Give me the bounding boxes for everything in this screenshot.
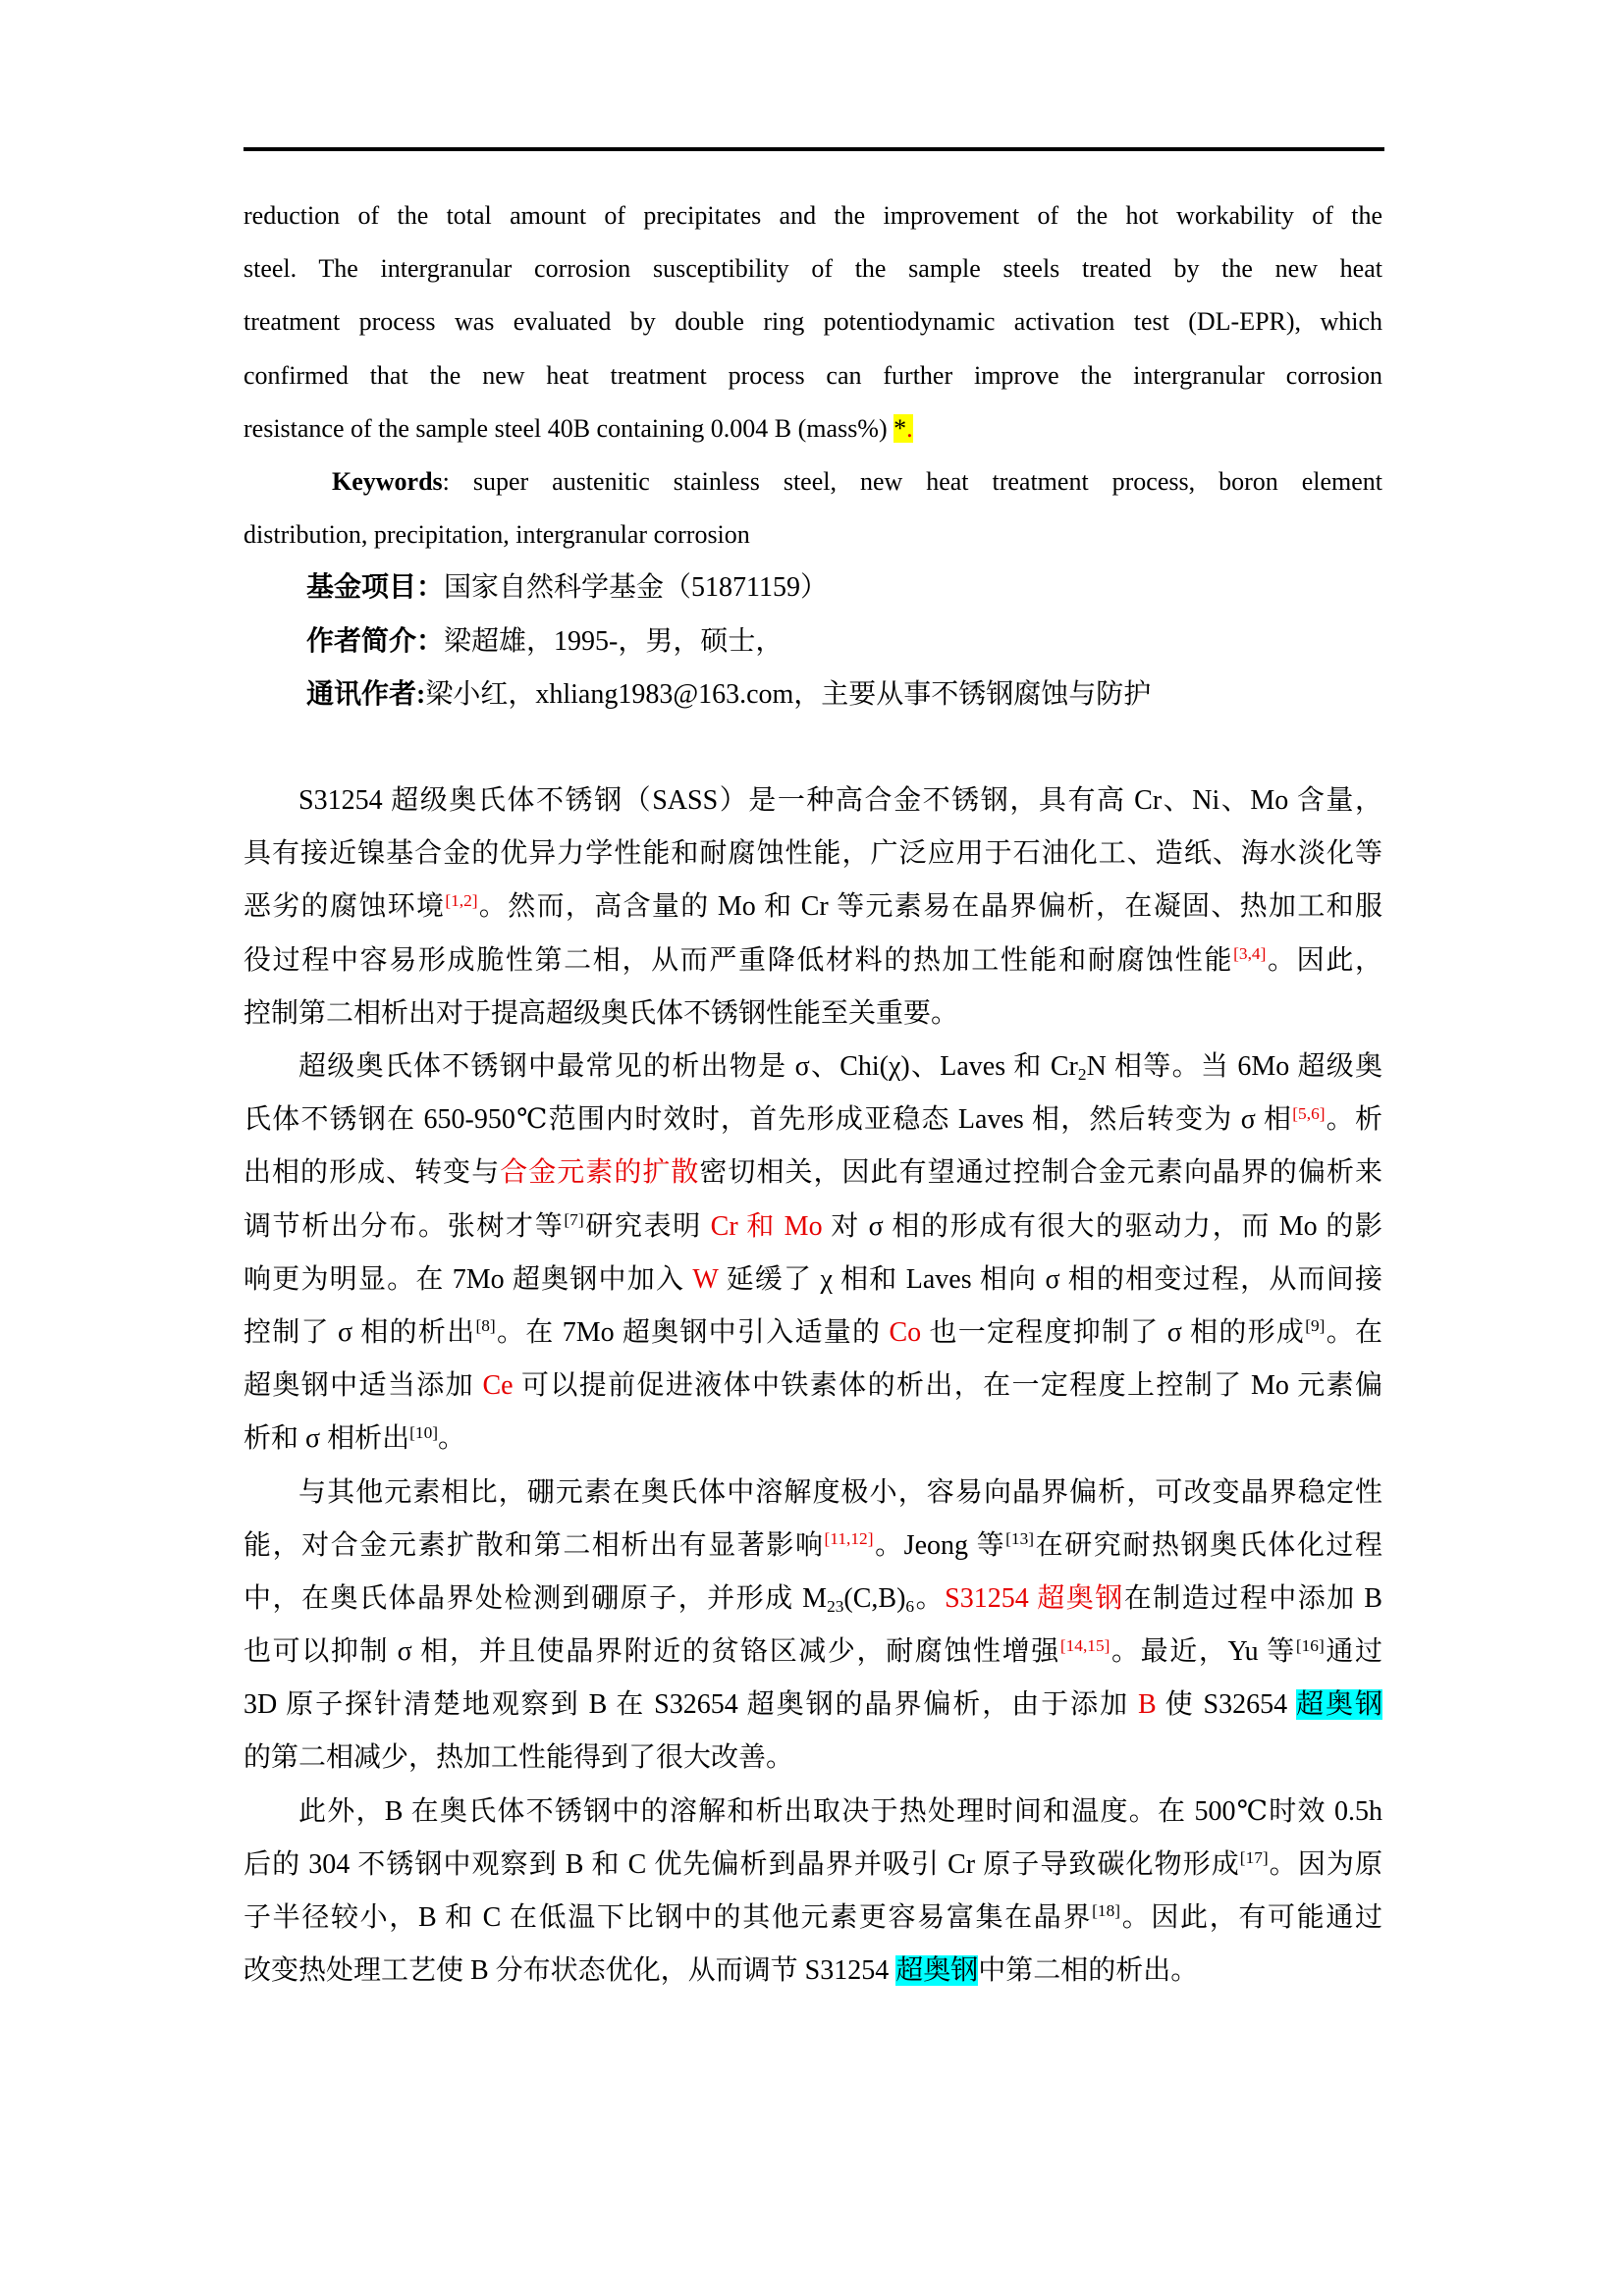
text-run: 氏体不锈钢在 650-950℃范围内时效时，首先形成亚稳态 Laves 相，然后转变为 σ 相 bbox=[244, 1104, 1293, 1136]
cyan-highlight: 超奥钢 bbox=[1296, 1689, 1382, 1721]
text-line bbox=[244, 189, 1382, 242]
text-run: 的第二相减少，热加工性能得到了很大改善。 bbox=[244, 1742, 794, 1774]
text-line bbox=[244, 1892, 1382, 1945]
text-run: 。因为原 bbox=[1268, 1848, 1382, 1880]
text-run: 超级奥氏体不锈钢中最常见的析出物是 σ、Chi(χ)、Laves 和 Cr bbox=[298, 1051, 1078, 1082]
chemical-subscript: 2 bbox=[1077, 1064, 1087, 1084]
citation-superscript: [7] bbox=[564, 1210, 584, 1230]
text-run: 。 bbox=[914, 1582, 946, 1614]
text-run: 控制第二相析出对于提高超级奥氏体不锈钢性能至关重要。 bbox=[244, 997, 959, 1029]
text-line bbox=[244, 1094, 1382, 1147]
text-run: 也可以抑制 σ 相，并且使晶界附近的贫铬区减少，耐腐蚀性增强 bbox=[244, 1636, 1060, 1668]
text-run: 对 σ 相的形成有很大的驱动力，而 Mo 的影 bbox=[822, 1210, 1382, 1242]
emphasis-red-text: 合金元素的扩散 bbox=[500, 1157, 700, 1189]
bold-label: 基金项目： bbox=[306, 572, 445, 604]
text-run: 出相的形成、转变与 bbox=[244, 1157, 501, 1189]
citation-superscript-emphasis-red-text: [1,2] bbox=[445, 890, 478, 910]
citation-superscript-emphasis-red-text: [14,15] bbox=[1059, 1635, 1110, 1655]
text-run: 。因此，有可能通过 bbox=[1120, 1902, 1382, 1933]
text-line bbox=[244, 1201, 1382, 1254]
text-run: 。Jeong 等 bbox=[873, 1529, 1006, 1561]
text-run: 响更为明显。在 7Mo 超奥钢中加入 bbox=[244, 1263, 693, 1295]
emphasis-red-text: W bbox=[692, 1263, 719, 1295]
text-run: 后的 304 不锈钢中观察到 B 和 C 优先偏析到晶界并吸引 Cr 原子导致碳化物形成 bbox=[244, 1848, 1240, 1880]
text-run: 。 bbox=[438, 1423, 466, 1455]
text-line bbox=[244, 349, 1382, 402]
emphasis-red-text: Ce bbox=[482, 1370, 514, 1402]
text-line bbox=[244, 1945, 1382, 1998]
text-line bbox=[244, 295, 1382, 348]
bold-label: Keywords bbox=[332, 466, 443, 496]
cyan-highlight: 超奥钢 bbox=[895, 1955, 979, 1987]
text-run: 。在 7Mo 超奥钢中引入适量的 bbox=[495, 1316, 890, 1348]
text-run: 。在 bbox=[1325, 1316, 1382, 1348]
text-line bbox=[244, 881, 1382, 934]
text-line bbox=[244, 1413, 1382, 1466]
text-run: 在制造过程中添加 B bbox=[1123, 1582, 1382, 1614]
text-run: 通过 bbox=[1324, 1636, 1382, 1668]
text-run: 能，对合金元素扩散和第二相析出有显著影响 bbox=[244, 1529, 825, 1561]
text-line bbox=[244, 1573, 1382, 1626]
header-rule bbox=[244, 147, 1384, 151]
citation-superscript: [9] bbox=[1305, 1316, 1326, 1336]
text-run: 。析 bbox=[1325, 1104, 1382, 1136]
text-run: 延缓了 χ 相和 Laves 相向 σ 相的相变过程，从而间接 bbox=[718, 1263, 1382, 1295]
text-run: treatment process was evaluated by double ring potentiodynamic activation test (DL-EPR), which bbox=[244, 307, 1382, 337]
text-line bbox=[244, 934, 1382, 988]
text-run: 密切相关，因此有望通过控制合金元素向晶界的偏析来 bbox=[699, 1157, 1382, 1189]
text-run: (C,B) bbox=[843, 1582, 906, 1614]
document-content bbox=[244, 189, 1382, 1998]
citation-superscript: [10] bbox=[409, 1422, 439, 1442]
text-run: 调节析出分布。张树才等 bbox=[244, 1210, 565, 1242]
text-run: 中第二相的析出。 bbox=[978, 1955, 1199, 1987]
text-line bbox=[244, 1626, 1382, 1679]
text-line bbox=[244, 668, 1382, 721]
text-run: distribution, precipitation, intergranular corrosion bbox=[244, 520, 750, 550]
text-run: 改变热处理工艺使 B 分布状态优化，从而调节 S31254 bbox=[244, 1955, 896, 1987]
text-run: 梁超雄，1995-，男，硕士， bbox=[444, 625, 784, 657]
citation-superscript: [18] bbox=[1092, 1901, 1121, 1921]
text-line bbox=[244, 1732, 1382, 1785]
citation-superscript: [8] bbox=[475, 1316, 496, 1336]
text-run: 役过程中容易形成脆性第二相，从而严重降低材料的热加工性能和耐腐蚀性能 bbox=[244, 944, 1234, 976]
emphasis-red-text: Cr 和 Mo bbox=[710, 1210, 823, 1242]
chemical-subscript: 23 bbox=[827, 1596, 844, 1616]
citation-superscript: [17] bbox=[1239, 1848, 1269, 1868]
text-line bbox=[244, 402, 1382, 455]
text-run: 控制了 σ 相的析出 bbox=[244, 1316, 476, 1348]
text-run: 恶劣的腐蚀环境 bbox=[244, 891, 446, 923]
emphasis-red-text: S31254 超奥钢 bbox=[945, 1582, 1124, 1614]
text-line bbox=[244, 721, 1382, 774]
text-run: N 相等。当 6Mo 超级奥 bbox=[1086, 1051, 1382, 1082]
text-run: : super austenitic stainless steel, new heat treatment process, boron element bbox=[442, 466, 1382, 496]
text-run: confirmed that the new heat treatment process can further improve the intergranular corrosion bbox=[244, 360, 1382, 390]
text-line bbox=[244, 1839, 1382, 1892]
text-line bbox=[244, 774, 1382, 828]
text-run: 。最近，Yu 等 bbox=[1110, 1636, 1296, 1668]
text-run: 超奥钢中适当添加 bbox=[244, 1370, 483, 1402]
text-run: 可以提前促进液体中铁素体的析出，在一定程度上控制了 Mo 元素偏 bbox=[513, 1370, 1382, 1402]
text-run: 析和 σ 相析出 bbox=[244, 1423, 410, 1455]
text-run: 。因此， bbox=[1266, 944, 1382, 976]
chemical-subscript: 6 bbox=[905, 1596, 915, 1616]
text-run: reduction of the total amount of precipitates and the improvement of the hot workability of the bbox=[244, 201, 1382, 230]
text-line bbox=[244, 1520, 1382, 1573]
text-run: 具有接近镍基合金的优异力学性能和耐腐蚀性能，广泛应用于石油化工、造纸、海水淡化等 bbox=[244, 838, 1382, 870]
text-run: 在研究耐热钢奥氏体化过程 bbox=[1034, 1529, 1382, 1561]
text-line bbox=[244, 988, 1382, 1041]
text-line bbox=[244, 1041, 1382, 1094]
text-run: 3D 原子探针清楚地观察到 B 在 S32654 超奥钢的晶界偏析，由于添加 bbox=[244, 1689, 1138, 1721]
text-run: 。然而，高含量的 Mo 和 Cr 等元素易在晶界偏析，在凝固、热加工和服 bbox=[477, 891, 1382, 923]
text-run: 梁小红，xhliang1983@163.com，主要从事不锈钢腐蚀与防护 bbox=[425, 678, 1152, 710]
text-line bbox=[244, 828, 1382, 881]
text-run: 此外，B 在奥氏体不锈钢中的溶解和析出取决于热处理时间和温度。在 500℃时效 0.5h bbox=[298, 1795, 1382, 1827]
text-run: resistance of the sample steel 40B containing 0.004 B (mass%) bbox=[244, 413, 894, 443]
yellow-highlight-emphasis-red-text: . bbox=[906, 413, 913, 443]
text-run: 国家自然科学基金（51871159） bbox=[444, 572, 828, 604]
text-run: 与其他元素相比，硼元素在奥氏体中溶解度极小，容易向晶界偏析，可改变晶界稳定性 bbox=[298, 1476, 1382, 1508]
citation-superscript-emphasis-red-text: [5,6] bbox=[1292, 1103, 1326, 1123]
text-line bbox=[244, 1307, 1382, 1360]
text-run: 使 S32654 bbox=[1156, 1689, 1297, 1721]
text-run: 也一定程度抑制了 σ 相的形成 bbox=[921, 1316, 1306, 1348]
text-line bbox=[244, 561, 1382, 614]
text-run: 中，在奥氏体晶界处检测到硼原子，并形成 M bbox=[244, 1582, 828, 1614]
text-line bbox=[244, 242, 1382, 295]
citation-superscript: [13] bbox=[1005, 1529, 1035, 1549]
text-line bbox=[244, 1679, 1382, 1732]
citation-superscript-emphasis-red-text: [11,12] bbox=[824, 1529, 874, 1549]
text-line bbox=[244, 615, 1382, 668]
emphasis-red-text: Co bbox=[889, 1316, 922, 1348]
bold-label: 通讯作者: bbox=[306, 678, 426, 710]
text-line bbox=[244, 455, 1382, 508]
bold-label: 作者简介： bbox=[306, 625, 445, 657]
text-line bbox=[244, 1147, 1382, 1200]
citation-superscript-emphasis-red-text: [3,4] bbox=[1233, 944, 1267, 964]
text-line bbox=[244, 1254, 1382, 1307]
text-run: 研究表明 bbox=[583, 1210, 711, 1242]
text-line bbox=[244, 508, 1382, 561]
text-run: steel. The intergranular corrosion susceptibility of the sample steels treated by the new heat bbox=[244, 254, 1382, 284]
text-run: S31254 超级奥氏体不锈钢（SASS）是一种高合金不锈钢，具有高 Cr、Ni、Mo 含量， bbox=[298, 785, 1382, 817]
text-line bbox=[244, 1360, 1382, 1413]
text-line bbox=[244, 1467, 1382, 1520]
emphasis-red-text: B bbox=[1138, 1689, 1157, 1721]
text-run: 子半径较小，B 和 C 在低温下比钢中的其他元素更容易富集在晶界 bbox=[244, 1902, 1093, 1933]
text-line bbox=[244, 1786, 1382, 1839]
citation-superscript: [16] bbox=[1295, 1635, 1325, 1655]
yellow-highlight: * bbox=[893, 413, 907, 443]
